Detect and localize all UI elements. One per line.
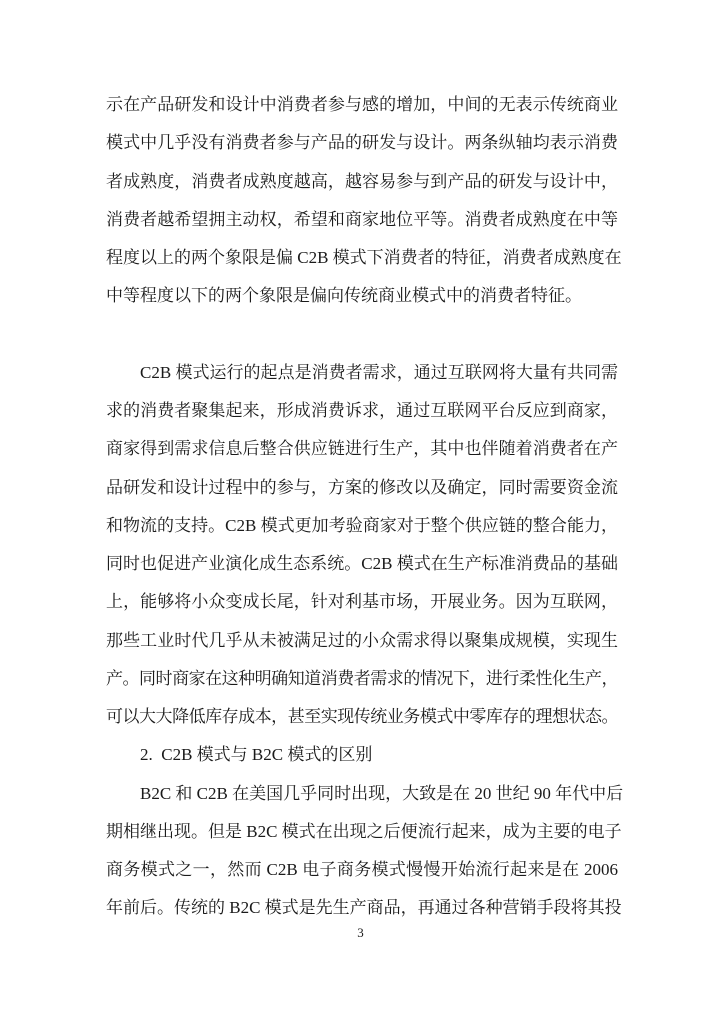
text-line: 年前后。传统的 B2C 模式是先生产商品，再通过各种营销手段将其投 [106, 898, 622, 918]
text-line: 那些工业时代几乎从未被满足过的小众需求得以聚集成规模，实现生 [106, 630, 618, 650]
paragraph-3 [106, 775, 624, 928]
text-line: 求的消费者聚集起来，形成消费诉求，通过互联网平台反应到商家， [106, 401, 618, 420]
text-line: 模式中几乎没有消费者参与产品的研发与设计。两条纵轴均表示消费 [106, 133, 618, 153]
paragraph-2 [106, 354, 618, 737]
paragraph-1 [106, 86, 622, 316]
text-line: 商家得到需求信息后整合供应链进行生产，其中也伴随着消费者在产 [106, 439, 618, 459]
text-line: 程度以上的两个象限是偏 C2B 模式下消费者的特征，消费者成熟度在 [106, 248, 622, 267]
text-line: 消费者越希望拥主动权，希望和商家地位平等。消费者成熟度在中等 [106, 209, 618, 229]
text-line: 和物流的支持。C2B 模式更加考验商家对于整个供应链的整合能力， [106, 515, 618, 535]
blank-line [106, 316, 618, 354]
text-line: 商务模式之一，然而 C2B 电子商务模式慢慢开始流行起来是在 2006 [106, 860, 618, 879]
text-line: 者成熟度，消费者成熟度越高，越容易参与到产品的研发与设计中， [106, 171, 618, 191]
text-block [106, 86, 624, 928]
text-line: B2C 和 C2B 在美国几乎同时出现，大致是在 20 世纪 90 年代中后 [140, 783, 624, 803]
text-line: 中等程度以下的两个象限是偏向传统商业模式中的消费者特征。 [106, 286, 582, 306]
text-line: 可以大大降低库存成本，甚至实现传统业务模式中零库存的理想状态。 [106, 707, 618, 726]
text-line: 示在产品研发和设计中消费者参与感的增加，中间的无表示传统商业 [106, 95, 618, 114]
page-number: 3 [357, 925, 364, 940]
text-line: 上，能够将小众变成长尾，针对利基市场，开展业务。因为互联网， [106, 592, 618, 612]
section-heading: 2. C2B 模式与 B2C 模式的区别 [140, 745, 373, 765]
text-line: 品研发和设计过程中的参与，方案的修改以及确定，同时需要资金流 [106, 477, 618, 497]
text-line: 产。同时商家在这种明确知道消费者需求的情况下，进行柔性化生产， [106, 668, 618, 688]
text-line: 同时也促进产业演化成生态系统。C2B 模式在生产标准消费品的基础 [106, 554, 618, 573]
text-line: C2B 模式运行的起点是消费者需求，通过互联网将大量有共同需 [140, 362, 618, 382]
text-line: 期相继出现。但是 B2C 模式在出现之后便流行起来，成为主要的电子 [106, 821, 622, 841]
